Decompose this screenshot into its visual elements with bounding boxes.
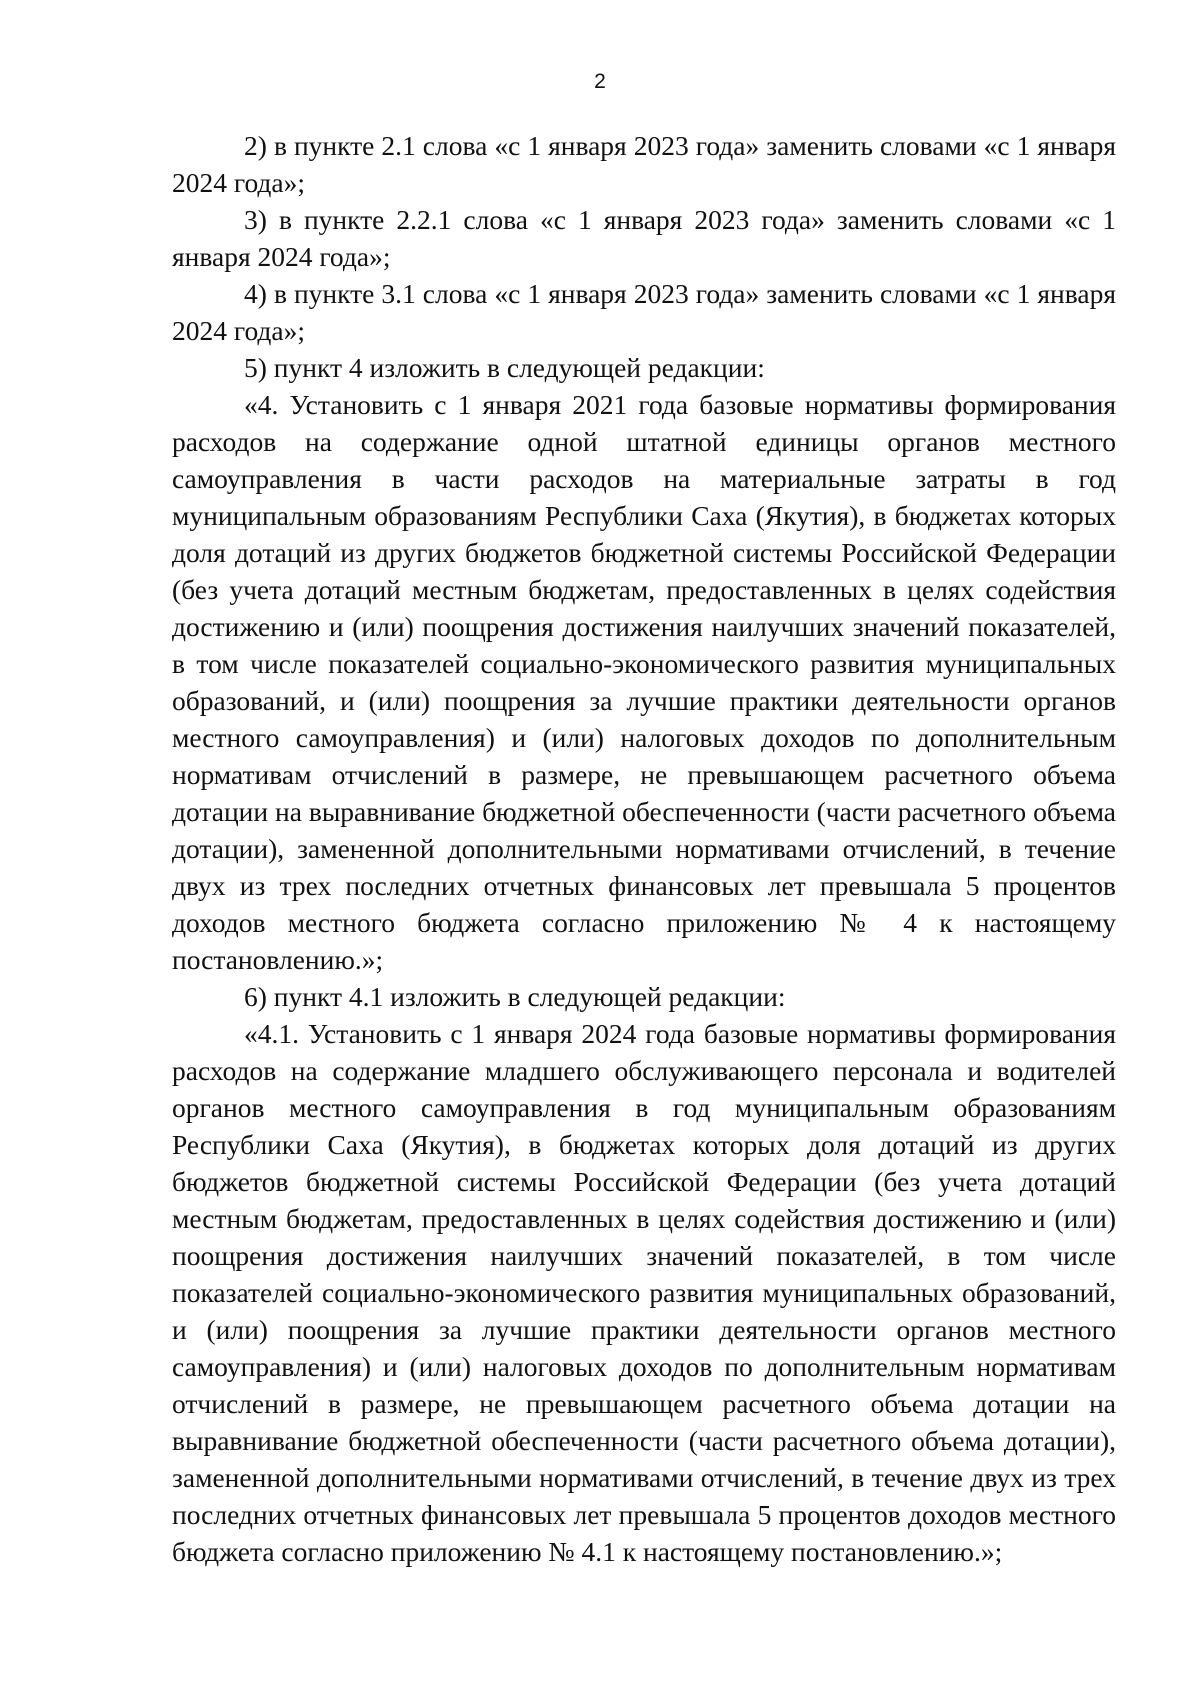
quoted-clause-4: «4. Установить с 1 января 2021 года базовые нормативы формирования расходов на содержание одной штатной единицы органов местного самоуправления в части расходов на материальные затраты в год муниципальным образованиям Республики Саха (Якутия), в бюджетах которых доля дотаций из других бюджетов бюджетной системы Российской Федерации (без учета дотаций местным бюджетам, предоставленных в целях содействия достижению и (или) поощрения достижения наилучших значений показателей, в том числе показателей социально-экономического развития муниципальных образований, и (или) поощрения за лучшие практики деятельности органов местного самоуправления) и (или) налоговых доходов по дополнительным нормативам отчислений в размере, не превышающем расчетного объема дотации на выравнивание бюджетной обеспеченности (части расчетного объема дотации), замененной дополнительными нормативами отчислений, в течение двух из трех последних отчетных финансовых лет превышала 5 процентов доходов местного бюджета согласно приложению № 4 к настоящему постановлению.»; [172,389,1116,975]
paragraph-item-3: 3) в пункте 2.2.1 слова «с 1 января 2023 года» заменить словами «с 1 января 2024 года»; [172,204,1116,272]
paragraph-item-5: 5) пункт 4 изложить в следующей редакции: [244,352,765,383]
page-number: 2 [594,70,606,93]
document-body [172,127,1116,1570]
quoted-clause-4-1: «4.1. Установить с 1 января 2024 года базовые нормативы формирования расходов на содержание младшего обслуживающего персонала и водителей органов местного самоуправления в год муниципальным образованиям Республики Саха (Якутия), в бюджетах которых доля дотаций из других бюджетов бюджетной системы Российской Федерации (без учета дотаций местным бюджетам, предоставленных в целях содействия достижению и (или) поощрения достижения наилучших значений показателей, в том числе показателей социально-экономического развития муниципальных образований, и (или) поощрения за лучшие практики деятельности органов местного самоуправления) и (или) налоговых доходов по дополнительным нормативам отчислений в размере, не превышающем расчетного объема дотации на выравнивание бюджетной обеспеченности (части расчетного объема дотации), замененной дополнительными нормативами отчислений, в течение двух из трех последних отчетных финансовых лет превышала 5 процентов доходов местного бюджета согласно приложению № 4.1 к настоящему постановлению.»; [172,1018,1116,1567]
paragraph-item-2: 2) в пункте 2.1 слова «с 1 января 2023 года» заменить словами «с 1 января 2024 года»; [172,130,1116,198]
paragraph-item-6: 6) пункт 4.1 изложить в следующей редакции: [244,981,786,1012]
paragraph-item-4: 4) в пункте 3.1 слова «с 1 января 2023 года» заменить словами «с 1 января 2024 года»; [172,278,1116,346]
